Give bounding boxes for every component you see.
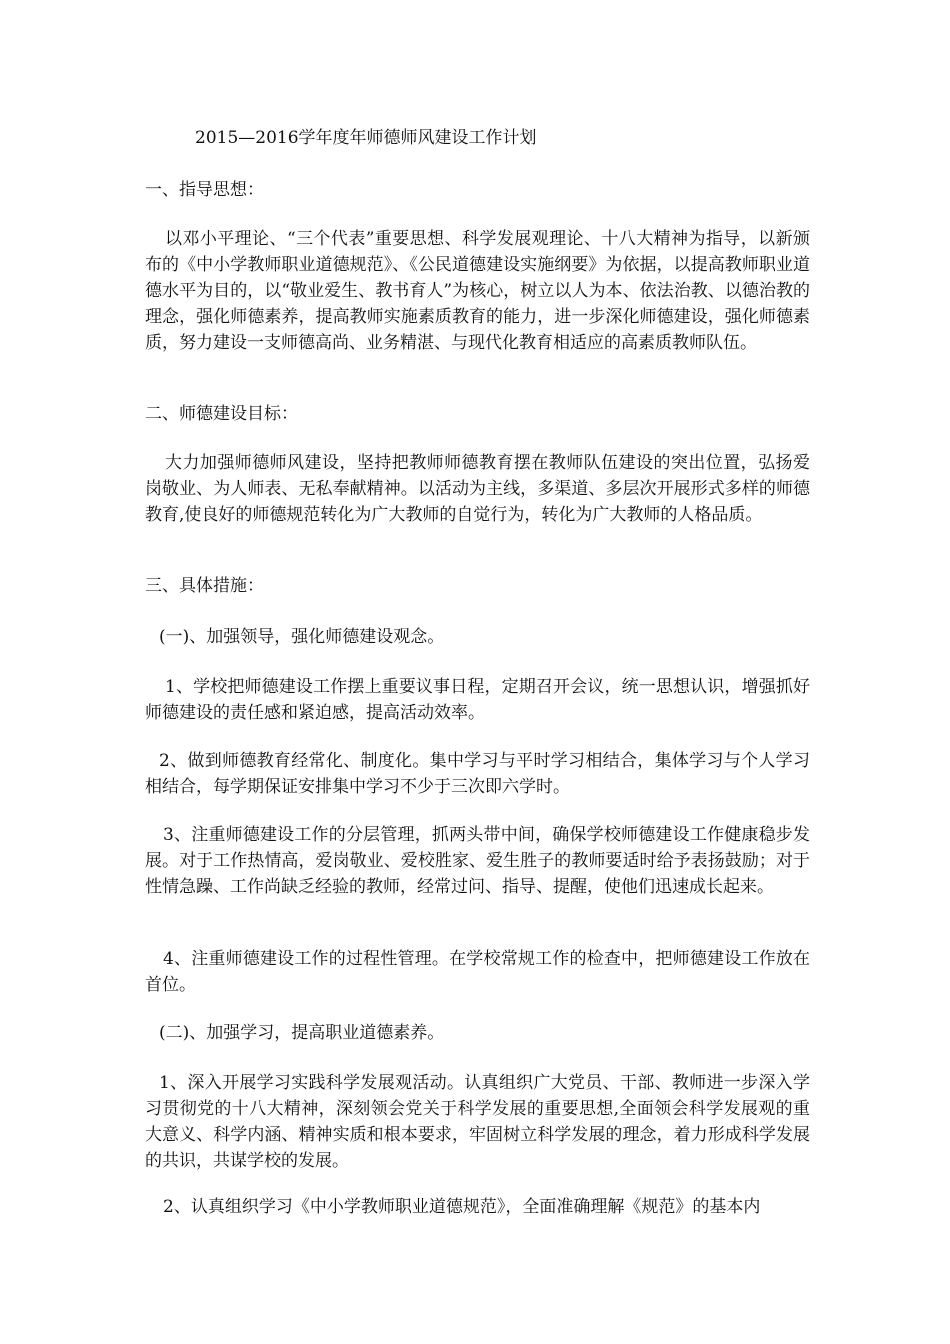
document-title: 2015—2016学年度年师德师风建设工作计划 <box>195 128 537 148</box>
list-item-measure-2-2: 2、认真组织学习《中小学教师职业道德规范》，全面准确理解《规范》的基本内 <box>163 1197 761 1217</box>
list-item-measure-1-2: 2、做到师德教育经常化、制度化。集中学习与平时学习相结合，集体学习与个人学习相结合，每学期保证安排集中学习不少于三次即六学时。 <box>145 751 810 797</box>
subsection-heading-learning: (二)、加强学习，提高职业道德素养。 <box>159 1023 445 1043</box>
paragraph-guiding-ideology: 以邓小平理论、“三个代表”重要思想、科学发展观理论、十八大精神为指导，以新颁布的《中小学教师职业道德规范》、《公民道德建设实施纲要》为依据，以提高教师职业道德水平为目的，以“敬业爱生、教书育人”为核心，树立以人为本、依法治教、以德治教的理念，强化师德素养，提高教师实施素质教育的能力，进一步深化师德建设，强化师德素质，努力建设一支师德高尚、业务精湛、与现代化教育相适应的高素质教师队伍。 <box>145 229 810 353</box>
list-item-measure-1-1: 1、学校把师德建设工作摆上重要议事日程，定期召开会议，统一思想认识，增强抓好师德建设的责任感和紧迫感，提高活动效率。 <box>145 677 810 723</box>
list-item-measure-1-3: 3、注重师德建设工作的分层管理，抓两头带中间，确保学校师德建设工作健康稳步发展。对于工作热情高，爱岗敬业、爱校胜家、爱生胜子的教师要适时给予表扬鼓励；对于性情急躁、工作尚缺乏经验的教师，经常过问、指导、提醒，使他们迅速成长起来。 <box>145 825 810 897</box>
list-item-measure-1-4: 4、注重师德建设工作的过程性管理。在学校常规工作的检查中，把师德建设工作放在首位。 <box>145 949 810 995</box>
list-item-measure-2-1: 1、深入开展学习实践科学发展观活动。认真组织广大党员、干部、教师进一步深入学习贯彻党的十八大精神，深刻领会党关于科学发展的重要思想,全面领会科学发展观的重大意义、科学内涵、精神实质和根本要求，牢固树立科学发展的理念，着力形成科学发展的共识，共谋学校的发展。 <box>145 1073 810 1171</box>
section-heading-goals: 二、师德建设目标： <box>145 404 298 424</box>
subsection-heading-leadership: (一)、加强领导，强化师德建设观念。 <box>159 627 445 647</box>
section-heading-measures: 三、具体措施： <box>145 576 264 596</box>
paragraph-goals: 大力加强师德师风建设，坚持把教师师德教育摆在教师队伍建设的突出位置，弘扬爱岗敬业、为人师表、无私奉献精神。以活动为主线，多渠道、多层次开展形式多样的师德教育,使良好的师德规范转化为广大教师的自觉行为，转化为广大教师的人格品质。 <box>145 453 810 525</box>
section-heading-guiding-ideology: 一、指导思想： <box>145 180 264 200</box>
